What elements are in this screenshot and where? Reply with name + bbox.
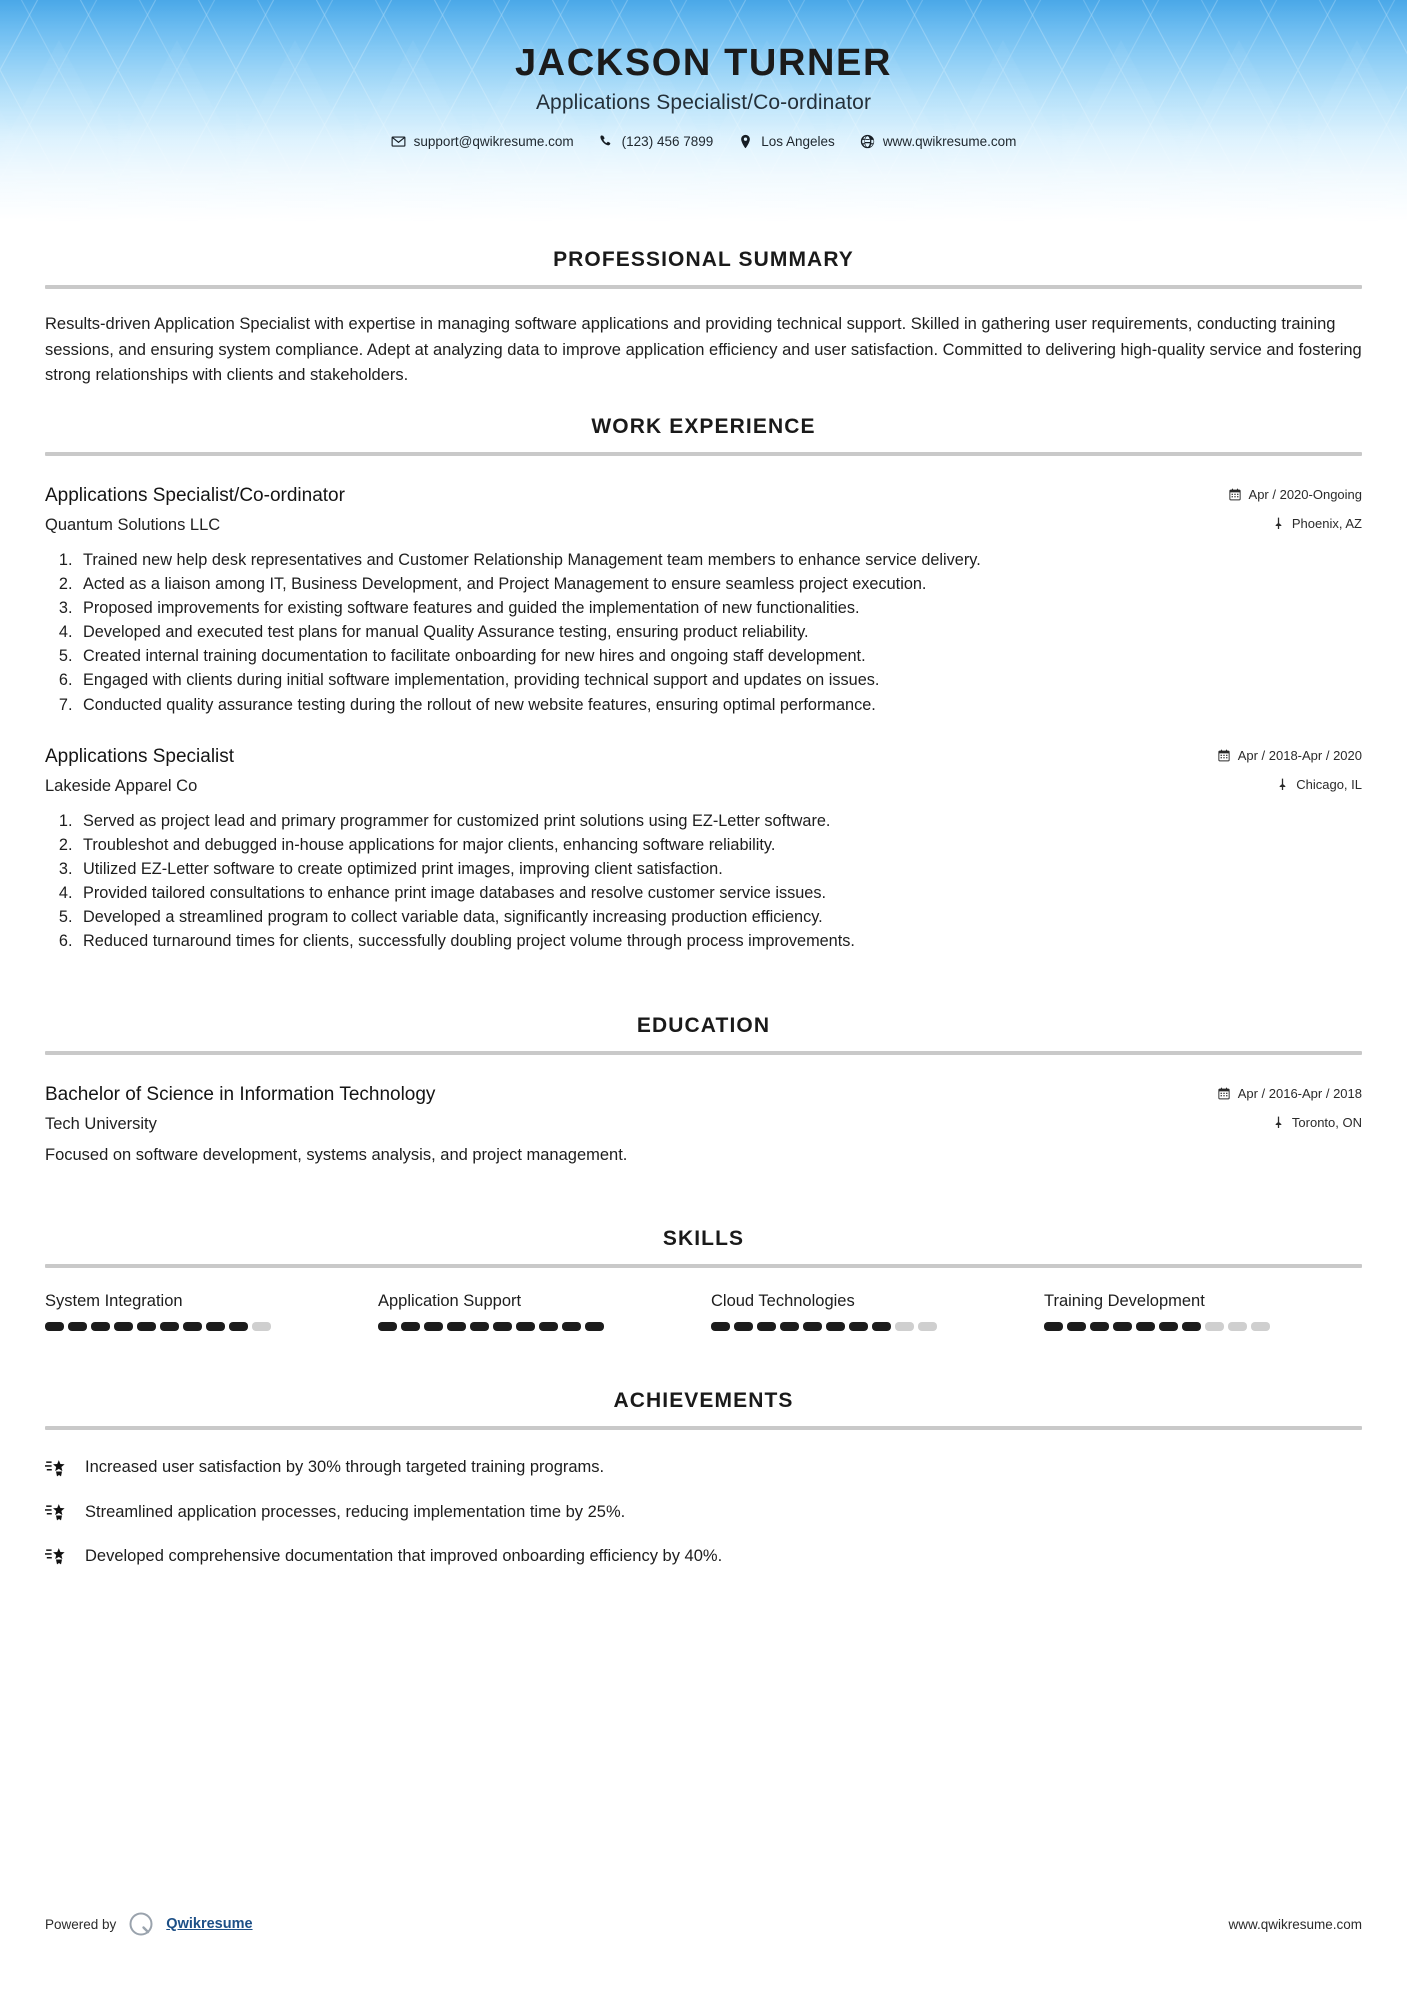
skill-segment-filled (68, 1322, 87, 1331)
contact-email[interactable] (383, 134, 582, 149)
skill-label: Application Support (378, 1292, 522, 1311)
skill-segment-filled (378, 1322, 397, 1331)
achievement-text: Streamlined application processes, reducing implementation time by 25%. (85, 1502, 626, 1521)
skill-item (711, 1292, 1029, 1331)
phone-icon (599, 134, 614, 149)
skill-segment-filled (849, 1322, 868, 1331)
qwikresume-logo-icon (127, 1910, 155, 1938)
skill-segment-filled (1182, 1322, 1201, 1331)
work-bullet-list (45, 549, 1362, 717)
work-location (1276, 777, 1362, 792)
education-location (1272, 1115, 1362, 1130)
skill-label: System Integration (45, 1292, 183, 1311)
skill-segment-filled (734, 1322, 753, 1331)
education-degree: Bachelor of Science in Information Technology (45, 1083, 436, 1105)
skill-segment-filled (493, 1322, 512, 1331)
skill-segment-filled (562, 1322, 581, 1331)
section-heading-skills: SKILLS (662, 1227, 745, 1251)
section-professional-summary (45, 222, 1362, 389)
skill-segment-filled (206, 1322, 225, 1331)
professional-summary-text: Results-driven Application Specialist with expertise in managing software applications and providing technical support. Skilled in gathering user requirements, conducting training sessions, and ensuring system compliance. Adept at analyzing data to improve application efficiency and user satisfaction. Committed to delivering high-quality service and fostering strong relationships with clients and stakeholders. (45, 315, 1362, 385)
globe-icon (860, 134, 875, 149)
work-bullet-list (45, 810, 1362, 954)
skill-segment-filled (1113, 1322, 1132, 1331)
list-item: 3. Proposed improvements for existing software features and guided the implementation of new functionalities. (77, 597, 1362, 620)
skill-segment-filled (803, 1322, 822, 1331)
skill-segment-empty (1228, 1322, 1247, 1331)
education-location-text: Toronto, ON (1291, 1114, 1362, 1130)
skills-grid (45, 1292, 1362, 1331)
work-location (1272, 516, 1362, 531)
contact-location-text: Los Angeles (761, 133, 835, 149)
skill-rating-bar (378, 1322, 696, 1331)
contact-phone[interactable] (591, 134, 722, 149)
skill-segment-filled (160, 1322, 179, 1331)
pin-icon (1272, 516, 1285, 530)
skill-segment-empty (1205, 1322, 1224, 1331)
list-item: 2. Troubleshot and debugged in-house applications for major clients, enhancing software reliability. (77, 834, 1362, 857)
powered-by-block (45, 1910, 253, 1938)
education-institution: Tech University (45, 1114, 157, 1133)
work-job-title: Applications Specialist (45, 745, 235, 767)
skill-segment-filled (424, 1322, 443, 1331)
skill-segment-filled (757, 1322, 776, 1331)
education-dates (1218, 1086, 1362, 1101)
skill-segment-filled (516, 1322, 535, 1331)
skill-segment-filled (45, 1322, 64, 1331)
list-item: 5. Created internal training documentation to facilitate onboarding for new hires and ongoing staff development. (77, 645, 1362, 668)
skill-segment-filled (711, 1322, 730, 1331)
star-badge-icon (45, 1546, 69, 1568)
list-item: 4. Provided tailored consultations to enhance print image databases and resolve customer service issues. (77, 882, 1362, 905)
skill-segment-filled (91, 1322, 110, 1331)
list-item: 6. Engaged with clients during initial software implementation, providing technical support and updates on issues. (77, 669, 1362, 692)
education-dates-text: Apr / 2016-Apr / 2018 (1237, 1085, 1362, 1101)
list-item: 5. Developed a streamlined program to collect variable data, significantly increasing production efficiency. (77, 906, 1362, 929)
skill-segment-filled (447, 1322, 466, 1331)
section-heading-education: EDUCATION (636, 1013, 771, 1037)
map-pin-icon (738, 134, 753, 149)
skill-rating-bar (1044, 1322, 1362, 1331)
skill-segment-filled (826, 1322, 845, 1331)
skill-segment-empty (252, 1322, 271, 1331)
qwikresume-brand-link[interactable]: Qwikresume (166, 1916, 253, 1932)
list-item: 6. Reduced turnaround times for clients, successfully doubling project volume through process improvements. (77, 930, 1362, 953)
section-divider (45, 285, 1362, 289)
section-divider (45, 452, 1362, 456)
work-location-text: Chicago, IL (1296, 776, 1362, 792)
skill-segment-filled (539, 1322, 558, 1331)
skill-segment-filled (1136, 1322, 1155, 1331)
contact-location[interactable] (730, 134, 843, 149)
contact-website-text: www.qwikresume.com (882, 133, 1017, 149)
section-divider (45, 1426, 1362, 1430)
section-heading-achievements: ACHIEVEMENTS (613, 1389, 794, 1413)
work-dates (1229, 487, 1362, 502)
pin-icon (1272, 1115, 1285, 1129)
achievement-text: Increased user satisfaction by 30% through targeted training programs. (85, 1458, 605, 1477)
skill-segment-filled (1090, 1322, 1109, 1331)
work-location-text: Phoenix, AZ (1291, 515, 1362, 531)
candidate-job-title: Applications Specialist/Co-ordinator (535, 90, 872, 114)
list-item: 1. Served as project lead and primary programmer for customized print solutions using EZ-Letter software. (77, 810, 1362, 833)
resume-header (0, 0, 1407, 222)
skill-segment-filled (780, 1322, 799, 1331)
list-item (45, 1456, 1362, 1479)
calendar-icon (1218, 1086, 1231, 1100)
work-entry (45, 485, 1362, 717)
contact-website[interactable] (852, 134, 1025, 149)
skill-segment-filled (183, 1322, 202, 1331)
skill-item (1044, 1292, 1362, 1331)
skill-rating-bar (45, 1322, 363, 1331)
achievement-text: Developed comprehensive documentation that improved onboarding efficiency by 40%. (85, 1546, 723, 1565)
achievements-list (45, 1456, 1362, 1567)
envelope-icon (391, 134, 406, 149)
list-item: 4. Developed and executed test plans for manual Quality Assurance testing, ensuring product reliability. (77, 621, 1362, 644)
contact-info-row (0, 134, 1407, 149)
list-item: 3. Utilized EZ-Letter software to create optimized print images, improving client satisfaction. (77, 858, 1362, 881)
education-description: Focused on software development, systems analysis, and project management. (45, 1145, 628, 1164)
work-company: Lakeside Apparel Co (45, 776, 198, 795)
skill-segment-filled (229, 1322, 248, 1331)
contact-email-text: support@qwikresume.com (413, 133, 574, 149)
list-item: 1. Trained new help desk representatives and Customer Relationship Management team members to enhance service delivery. (77, 549, 1362, 572)
work-entry (45, 746, 1362, 954)
calendar-icon (1229, 487, 1242, 501)
section-work-experience (45, 389, 1362, 954)
powered-by-label: Powered by (45, 1916, 117, 1932)
work-dates (1218, 748, 1362, 763)
list-item: 7. Conducted quality assurance testing during the rollout of new website features, ensuring optimal performance. (77, 694, 1362, 717)
section-education (45, 988, 1362, 1168)
education-entry (45, 1084, 1362, 1168)
list-item: 2. Acted as a liaison among IT, Business Development, and Project Management to ensure seamless project execution. (77, 573, 1362, 596)
skill-segment-filled (137, 1322, 156, 1331)
work-dates-text: Apr / 2020-Ongoing (1248, 486, 1362, 502)
skill-rating-bar (711, 1322, 1029, 1331)
section-divider (45, 1264, 1362, 1268)
section-heading-work: WORK EXPERIENCE (591, 414, 816, 438)
list-item (45, 1545, 1362, 1568)
skill-segment-empty (1251, 1322, 1270, 1331)
candidate-name: JACKSON TURNER (514, 42, 893, 84)
skill-segment-empty (918, 1322, 937, 1331)
star-badge-icon (45, 1457, 69, 1479)
skill-label: Training Development (1044, 1292, 1205, 1311)
skill-segment-filled (401, 1322, 420, 1331)
footer-website-url: www.qwikresume.com (1228, 1916, 1362, 1932)
skill-segment-filled (114, 1322, 133, 1331)
section-achievements (45, 1363, 1362, 1567)
work-job-title: Applications Specialist/Co-ordinator (45, 484, 345, 506)
skill-label: Cloud Technologies (711, 1292, 855, 1311)
pin-icon (1276, 777, 1289, 791)
skill-segment-filled (470, 1322, 489, 1331)
section-divider (45, 1051, 1362, 1055)
skill-segment-filled (1044, 1322, 1063, 1331)
contact-phone-text: (123) 456 7899 (621, 133, 714, 149)
list-item (45, 1501, 1362, 1524)
work-dates-text: Apr / 2018-Apr / 2020 (1237, 747, 1362, 763)
star-badge-icon (45, 1502, 69, 1524)
skill-segment-filled (1067, 1322, 1086, 1331)
page-footer (0, 1910, 1407, 1938)
calendar-icon (1218, 748, 1231, 762)
skill-item (45, 1292, 363, 1331)
section-skills (45, 1201, 1362, 1331)
section-heading-summary: PROFESSIONAL SUMMARY (553, 248, 854, 271)
skill-segment-empty (895, 1322, 914, 1331)
work-company: Quantum Solutions LLC (45, 515, 221, 534)
skill-segment-filled (1159, 1322, 1178, 1331)
skill-segment-filled (585, 1322, 604, 1331)
skill-item (378, 1292, 696, 1331)
skill-segment-filled (872, 1322, 891, 1331)
